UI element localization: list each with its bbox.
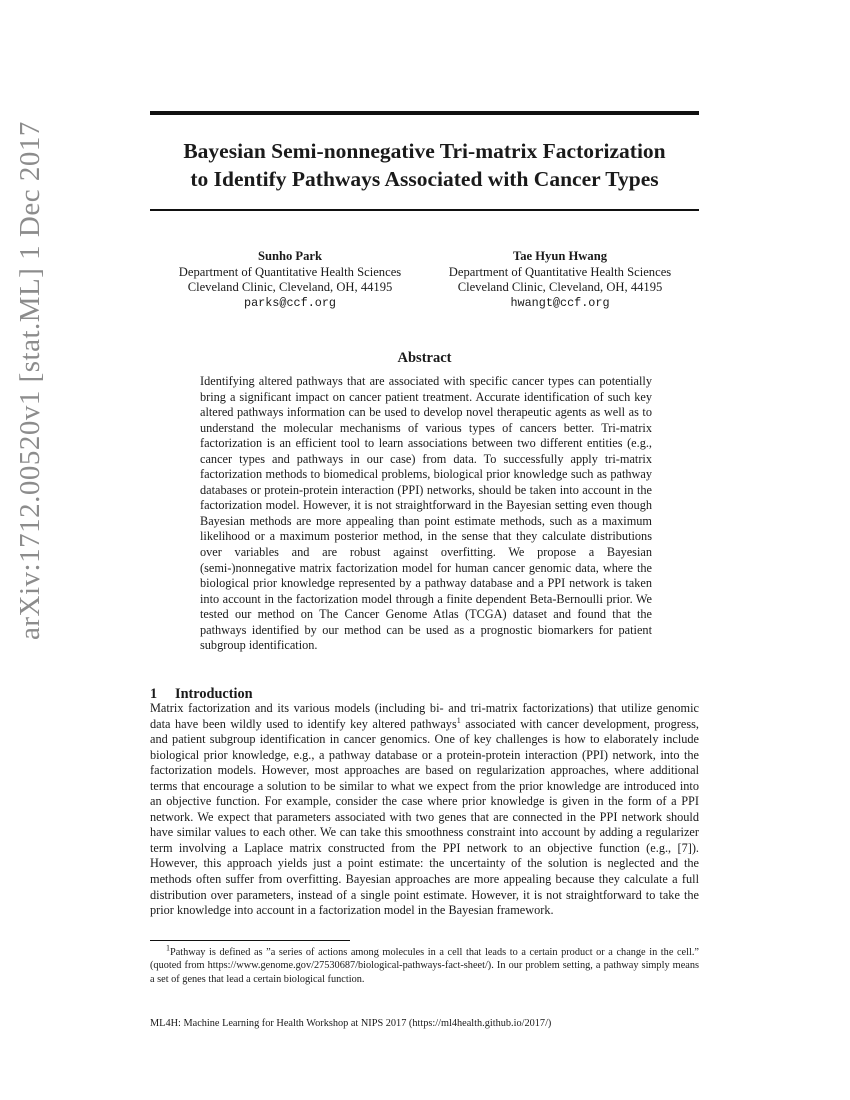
footnote-rule <box>150 940 350 941</box>
title-bottom-rule <box>150 209 699 211</box>
author-name: Tae Hyun Hwang <box>512 249 608 263</box>
author-affiliation: Cleveland Clinic, Cleveland, OH, 44195 <box>457 280 663 294</box>
footnote-text: Pathway is defined as ”a series of actions among molecules in a cell that leads to a certain product or a change in the cell.” (quoted from https://www.genome.gov/27530687/biological-pathways-fact-sheet/). In our problem setting, a pathway simply means a set of genes that lead a certain biological function. <box>150 947 699 985</box>
section-title: Introduction <box>175 686 253 702</box>
title-line-1: Bayesian Semi-nonnegative Tri-matrix Factorization <box>183 139 666 163</box>
paper-title <box>150 137 699 193</box>
intro-text-part-2: associated with cancer development, progress, and patient subgroup identification in cancer genomics. One of key challenges is how to elaborately include biological prior knowledge, e.g., a pathway database or a protein-protein interaction (PPI) network, into the factorization models. However, most approaches are based on regularization approaches, where additional terms that encourage a solution to be similar to what we expect from the prior knowledge are introduced into an objective function. For example, consider the case where prior knowledge is given in the form of a PPI network. We expect that parameters associated with two genes that are connected in the PPI network should have similar values to each other. We can take this smoothness constraint into account by adding a regularizer term involving a Laplace matrix constructed from the PPI network to an objective function (e.g., [7]). However, this approach yields just a point estimate: the uncertainty of the solution is neglected and the methods often suffer from overfitting. Bayesian approaches are more appealing because they calculate a full distribution over parameters, instead of a single point estimate. However, it is not straightforward to take the prior knowledge into account in a factorization model in the Bayesian framework. <box>150 716 699 918</box>
abstract-text: Identifying altered pathways that are associated with specific cancer types can potentially bring a significant impact on cancer patient treatment. Accurate identification of such key altered pathways information can be used to develop novel therapeutic agents as well as to understand the molecular mechanisms of various types of cancers better. Tri-matrix factorization is an efficient tool to learn associations between two different entities (e.g., cancer types and pathways in our case) from data. To successfully apply tri-matrix factorization methods to biomedical problems, biological prior knowledge such as pathway databases or protein-protein interaction (PPI) networks, should be taken into account in the factorization model. However, it is not straightforward in the Bayesian setting even though Bayesian methods are more appealing than point estimate methods, such as a maximum likelihood or a maximum posterior method, in the sense that they calculate distributions over variables and are robust against overfitting. We propose a Bayesian (semi-)nonnegative matrix factorization model for human cancer genomic data, where the biological prior knowledge represented by a pathway database and a PPI network is taken into account in the factorization model through a finite dependent Beta-Bernoulli prior. We tested our method on The Cancer Genome Atlas (TCGA) dataset and found that the pathways identified by our method can be used as a prognostic biomarkers for patient subgroup identification. <box>200 374 652 653</box>
author-email[interactable]: hwangt@ccf.org <box>510 295 610 310</box>
author-name: Sunho Park <box>257 249 323 263</box>
footnote-mark: 1 <box>166 943 170 953</box>
author-block-1 <box>160 249 420 311</box>
section-number: 1 <box>150 686 158 702</box>
footnote <box>150 943 699 986</box>
title-line-2: to Identify Pathways Associated with Cancer Types <box>190 167 659 191</box>
intro-text-part-1: Matrix factorization and its various models (including bi- and tri-matrix factorizations) that utilize genomic data have been wildly used to identify key altered pathways <box>150 701 699 731</box>
arxiv-identifier-stamp: arXiv:1712.00520v1 [stat.ML] 1 Dec 2017 <box>14 121 46 640</box>
author-block-2 <box>430 249 690 311</box>
abstract-heading: Abstract <box>397 350 452 366</box>
author-email[interactable]: parks@ccf.org <box>243 295 337 310</box>
author-department: Department of Quantitative Health Sciences <box>448 264 672 279</box>
author-department: Department of Quantitative Health Sciences <box>178 264 402 279</box>
title-top-rule <box>150 111 699 115</box>
introduction-paragraph <box>150 701 699 919</box>
author-affiliation: Cleveland Clinic, Cleveland, OH, 44195 <box>187 280 393 294</box>
footnote-reference[interactable]: 1 <box>456 715 461 725</box>
venue-footer: ML4H: Machine Learning for Health Workshop at NIPS 2017 (https://ml4health.github.io/2017/) <box>150 1018 552 1029</box>
